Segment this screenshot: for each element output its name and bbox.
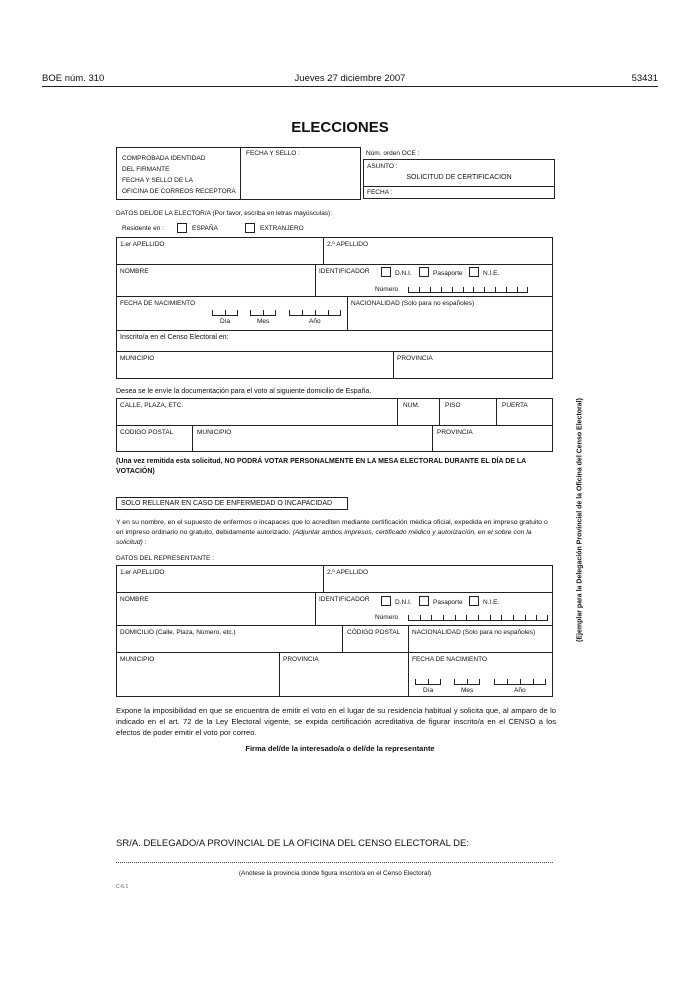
rep-pasaporte-label: Pasaporte — [433, 599, 463, 606]
digit-separator — [478, 615, 479, 620]
rep-checkbox-nie[interactable] — [469, 596, 479, 606]
municipio-field[interactable] — [120, 364, 388, 376]
rep-domicilio-label: DOMICILIO (Calle, Plaza, Número, etc.) — [120, 629, 236, 636]
pasaporte-label: Pasaporte — [433, 270, 463, 277]
rep-numero-label: Número — [375, 614, 399, 621]
digit-separator — [517, 287, 518, 292]
fecha-label: FECHA : — [367, 189, 393, 196]
provincia-label: PROVINCIA — [397, 355, 433, 362]
checkbox-espana[interactable] — [177, 223, 187, 233]
dom-municipio-label: MUNICIPIO — [197, 429, 232, 436]
rep-apellido2-label: 2.º APELLIDO — [327, 569, 369, 576]
ano-digits[interactable] — [289, 310, 341, 316]
form-code: C-6.1 — [116, 884, 129, 890]
fecha-sello-label: FECHA Y SELLO : — [246, 150, 300, 157]
rep-ano-label: Año — [514, 687, 526, 694]
digit-separator — [275, 310, 276, 315]
digit-separator — [536, 615, 537, 620]
digit-separator — [467, 679, 468, 684]
rep-provincia-label: PROVINCIA — [283, 656, 319, 663]
nacionalidad-label: NACIONALIDAD (Solo para no españoles) — [351, 300, 475, 307]
digit-separator — [466, 615, 467, 620]
delegado-label: SR/A. DELEGADO/A PROVINCIAL DE LA OFICINA DEL CENSO ELECTORAL DE: — [116, 838, 470, 849]
dom-provincia-label: PROVINCIA — [437, 429, 473, 436]
header-right: 53431 — [631, 73, 658, 84]
rep-mes-label: Mes — [461, 687, 474, 694]
digit-separator — [440, 679, 441, 684]
nombre-label: NOMBRE — [120, 268, 149, 275]
digit-separator — [441, 287, 442, 292]
header-rule — [42, 86, 658, 87]
digit-separator — [484, 287, 485, 292]
cp-label: CODIGO POSTAL — [120, 429, 174, 436]
checkbox-extranjero[interactable] — [245, 223, 255, 233]
digit-separator — [443, 615, 444, 620]
warning-text: (Una vez remitida esta solicitud, NO PODRÁ VOTAR PERSONALMENTE EN LA MESA ELECTORAL DURANTE EL DÍA DE LA VOTACIÓN) — [116, 458, 526, 475]
apellido2-field[interactable] — [327, 250, 549, 262]
checkbox-dni[interactable] — [381, 267, 391, 277]
digit-separator — [495, 287, 496, 292]
rep-nacionalidad-label: NACIONALIDAD (Solo para no españoles) — [412, 629, 536, 636]
rep-dni-label: D.N.I. — [395, 599, 412, 606]
anotese-label: (Anótese la provincia donde figura inscrito/a en el Censo Electoral) — [238, 870, 432, 877]
num-orden-label: Núm. orden OCE : — [366, 150, 420, 157]
rep-checkbox-dni[interactable] — [381, 596, 391, 606]
digit-separator — [415, 679, 416, 684]
puerta-label: PUERTA — [502, 402, 528, 409]
numero-digits[interactable] — [408, 287, 528, 293]
num-label: NUM. — [403, 402, 420, 409]
apellido1-field[interactable] — [120, 250, 320, 262]
digit-separator — [408, 615, 409, 620]
page-title: ELECCIONES — [291, 119, 389, 136]
digit-separator — [212, 310, 213, 315]
mes-label: Mes — [257, 318, 270, 325]
side-text: (Ejemplar para la Delegación Provincial de la Oficina del Censo Electoral) — [576, 398, 584, 642]
checkbox-pasaporte[interactable] — [419, 267, 429, 277]
asunto-value: SOLICITUD DE CERTIFICACION — [406, 174, 512, 181]
digit-separator — [463, 287, 464, 292]
nombre-field[interactable] — [120, 278, 310, 292]
dia-label: Día — [220, 318, 231, 325]
rep-fecha-nac-label: FECHA DE NACIMIENTO — [412, 656, 488, 663]
asunto-label: ASUNTO : — [367, 163, 398, 170]
ano-label: Año — [309, 318, 321, 325]
apellido1-label: 1.er APELLIDO — [120, 241, 165, 248]
rep-numero-digits[interactable] — [408, 615, 548, 621]
digit-separator — [513, 615, 514, 620]
digit-separator — [428, 679, 429, 684]
inscrito-label: Inscrito/a en el Censo Electoral en: — [120, 334, 229, 341]
digit-separator — [506, 287, 507, 292]
enfermedad-label: SOLO RELLENAR EN CASO DE ENFERMEDAD O INCAPACIDAD — [121, 500, 333, 507]
rep-ano-digits[interactable] — [494, 679, 546, 685]
header-center: Jueves 27 diciembre 2007 — [294, 73, 406, 84]
numero-label: Número — [375, 286, 399, 293]
rep-checkbox-pasaporte[interactable] — [419, 596, 429, 606]
municipio-label: MUNICIPIO — [120, 355, 155, 362]
espana-label: ESPAÑA — [192, 225, 218, 232]
digit-separator — [263, 310, 264, 315]
digit-separator — [479, 679, 480, 684]
digit-separator — [315, 310, 316, 315]
calle-label: CALLE, PLAZA, ETC. — [120, 402, 184, 409]
rep-nie-label: N.I.E. — [483, 599, 500, 606]
rep-identificador-label: IDENTIFICADOR — [319, 596, 370, 603]
rep-dia-label: Día — [423, 687, 434, 694]
nie-label: N.I.E. — [483, 270, 500, 277]
digit-separator — [525, 615, 526, 620]
signature-area[interactable] — [180, 756, 500, 826]
digit-separator — [419, 287, 420, 292]
rep-nombre-label: NOMBRE — [120, 596, 149, 603]
nacionalidad-field[interactable] — [351, 310, 549, 326]
office-label-block: COMPROBADA IDENTIDAD DEL FIRMANTE FECHA Y SELLO DE LA OFICINA DE CORREOS RECEPTORA — [122, 155, 236, 195]
rep-cp-label: CÓDIGO POSTAL — [347, 629, 401, 636]
digit-separator — [430, 287, 431, 292]
digit-separator — [473, 287, 474, 292]
digit-separator — [420, 615, 421, 620]
digit-separator — [545, 679, 546, 684]
mes-digits[interactable] — [250, 310, 276, 316]
digit-separator — [533, 679, 534, 684]
checkbox-nie[interactable] — [469, 267, 479, 277]
digit-separator — [250, 310, 251, 315]
digit-separator — [302, 310, 303, 315]
header-left: BOE núm. 310 — [42, 73, 105, 84]
digit-separator — [289, 310, 290, 315]
digit-separator — [408, 287, 409, 292]
digit-separator — [490, 615, 491, 620]
domicilio-intro: Desea se le envíe la documentación para el voto al siguiente domicilio de España. — [116, 388, 372, 395]
digit-separator — [225, 310, 226, 315]
elector-intro: DATOS DEL/DE LA ELECTOR/A (Por favor, escriba en letras mayúsculas): — [116, 210, 333, 217]
rep-apellido1-label: 1.er APELLIDO — [120, 569, 165, 576]
delegado-line[interactable] — [116, 862, 553, 863]
provincia-field[interactable] — [397, 364, 549, 376]
fecha-nac-label: FECHA DE NACIMIENTO — [120, 300, 196, 307]
enfermedad-text: Y en su nombre, en el supuesto de enfermos o incapaces que lo acrediten mediante certificación médica oficial, expedida en impreso gratuito o en impreso ordinario no gratuito, debidamente autorizado. (Adjuntar ambos impresos, certificado médico y autorización, en el sobre con la solicitud) : — [116, 519, 548, 546]
expone-text: Expone la imposibilidad en que se encuentra de emitir el voto en el lugar de su residencia habitual y solicita que, al amparo de lo indicado en el art. 72 de la Ley Electoral vigente, se expida certificación acreditativa de figurar inscrito/a en el CENSO a los efectos de poder emitir el voto por correo. — [116, 706, 556, 737]
digit-separator — [328, 310, 329, 315]
dia-digits[interactable] — [212, 310, 238, 316]
extranjero-label: EXTRANJERO — [260, 225, 304, 232]
digit-separator — [455, 615, 456, 620]
digit-separator — [547, 615, 548, 620]
residente-label: Residente en : — [122, 225, 164, 232]
digit-separator — [494, 679, 495, 684]
digit-separator — [452, 287, 453, 292]
digit-separator — [520, 679, 521, 684]
calle-field[interactable] — [120, 411, 392, 423]
identificador-label: IDENTIFICADOR — [319, 268, 370, 275]
digit-separator — [507, 679, 508, 684]
digit-separator — [237, 310, 238, 315]
representante-intro: DATOS DEL REPRESENTANTE : — [116, 555, 215, 562]
rep-mes-digits[interactable] — [454, 679, 480, 685]
digit-separator — [454, 679, 455, 684]
digit-separator — [340, 310, 341, 315]
firma-label: Firma del/de la interesado/a o del/de la representante — [245, 744, 435, 753]
rep-dia-digits[interactable] — [415, 679, 441, 685]
apellido2-label: 2.º APELLIDO — [327, 241, 369, 248]
digit-separator — [431, 615, 432, 620]
digit-separator — [527, 287, 528, 292]
rep-municipio-label: MUNICIPIO — [120, 656, 155, 663]
digit-separator — [501, 615, 502, 620]
piso-label: PISO — [445, 402, 461, 409]
dni-label: D.N.I. — [395, 270, 412, 277]
